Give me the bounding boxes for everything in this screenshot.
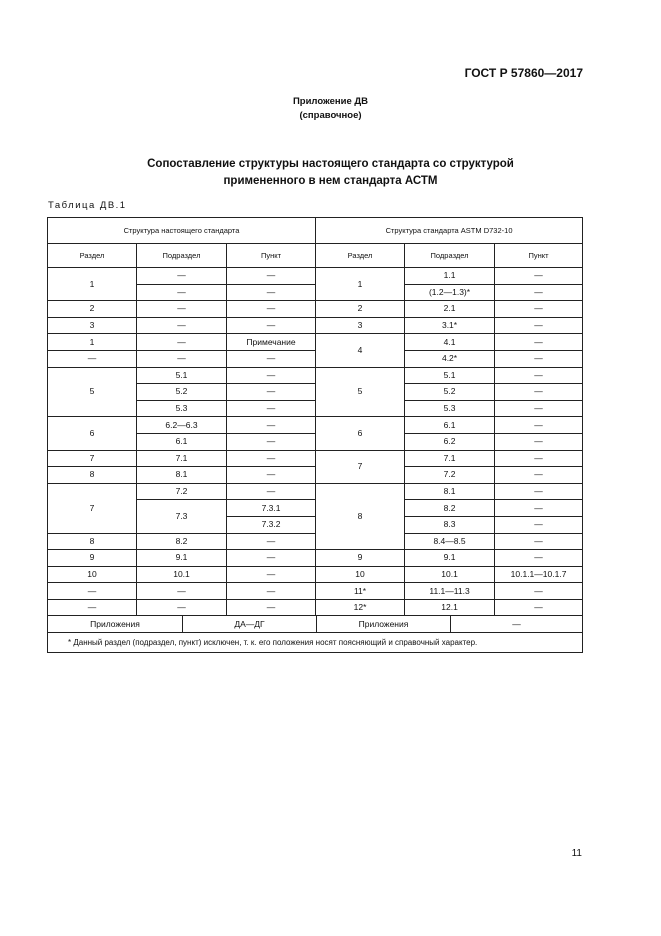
table-cell: 5 xyxy=(48,367,137,417)
table-cell: 4.2* xyxy=(405,350,495,367)
table-cell: 10 xyxy=(316,566,405,583)
table-cell: — xyxy=(495,334,583,351)
table-cell: — xyxy=(137,334,227,351)
table-cell: 8 xyxy=(48,467,137,484)
table-cell: — xyxy=(495,367,583,384)
table-cell: — xyxy=(137,301,227,318)
table-cell: — xyxy=(137,317,227,334)
table-cell: — xyxy=(495,400,583,417)
table-cell: 2.1 xyxy=(405,301,495,318)
table-cell: (1.2—1.3)* xyxy=(405,284,495,301)
table-row xyxy=(48,599,583,616)
table-cell: 7.3.1 xyxy=(227,500,316,517)
table-cell: 8 xyxy=(316,483,405,549)
appendix-right-value: — xyxy=(512,618,521,629)
table-cell: — xyxy=(137,350,227,367)
table-cell: 9 xyxy=(316,550,405,567)
table-cell: 1 xyxy=(48,334,137,351)
table-cell: 12.1 xyxy=(405,599,495,616)
table-row xyxy=(48,467,583,484)
table-cell: — xyxy=(495,599,583,616)
table-cell: — xyxy=(137,583,227,600)
table-cell: 1 xyxy=(316,268,405,301)
column-header: Пункт xyxy=(227,244,316,268)
table-cell: 8.1 xyxy=(137,467,227,484)
appendix-left-label: Приложения xyxy=(48,616,183,632)
table-cell: — xyxy=(495,301,583,318)
column-header: Раздел xyxy=(316,244,405,268)
table-row xyxy=(48,367,583,384)
column-header: Подраздел xyxy=(405,244,495,268)
table-column-header xyxy=(48,244,583,268)
column-header: Подраздел xyxy=(137,244,227,268)
table-cell: 3 xyxy=(48,317,137,334)
column-header: Раздел xyxy=(48,244,137,268)
table-cell: — xyxy=(495,433,583,450)
table-row xyxy=(48,417,583,434)
annex-title: Приложение ДВ xyxy=(292,96,369,107)
table-cell: 1 xyxy=(48,268,137,301)
table-cell: — xyxy=(495,450,583,467)
column-header: Пункт xyxy=(495,244,583,268)
table-cell: 4 xyxy=(316,334,405,367)
table-cell: — xyxy=(227,599,316,616)
table-cell: Примечание xyxy=(227,334,316,351)
table-cell: — xyxy=(137,599,227,616)
table-cell: 5.2 xyxy=(405,384,495,401)
table-cell: 8.2 xyxy=(137,533,227,550)
table-row xyxy=(48,350,583,367)
group-header-right: Структура стандарта ASTM D732-10 xyxy=(316,218,583,244)
table-cell: — xyxy=(495,284,583,301)
table-cell: — xyxy=(227,268,316,285)
table-cell: — xyxy=(48,583,137,600)
table-cell: — xyxy=(227,450,316,467)
table-cell: 9 xyxy=(48,550,137,567)
table-cell: 5 xyxy=(316,367,405,417)
table-cell: — xyxy=(495,467,583,484)
table-cell: — xyxy=(495,550,583,567)
table-cell: — xyxy=(227,483,316,500)
table-cell: 6.1 xyxy=(137,433,227,450)
table-row xyxy=(48,317,583,334)
appendix-right-label: Приложения xyxy=(317,616,451,632)
table-cell: 8.2 xyxy=(405,500,495,517)
table-cell: 12* xyxy=(316,599,405,616)
comparison-table xyxy=(47,217,583,653)
appendix-left-value: ДА—ДГ xyxy=(183,616,317,632)
table-cell: 10.1 xyxy=(137,566,227,583)
table-cell: 5.2 xyxy=(137,384,227,401)
table-row xyxy=(48,566,583,583)
annex-heading xyxy=(0,95,661,123)
table-cell: 5.1 xyxy=(137,367,227,384)
table-row xyxy=(48,450,583,467)
table-row xyxy=(48,583,583,600)
table-cell: — xyxy=(48,350,137,367)
appendix-container xyxy=(48,616,583,633)
table-cell: — xyxy=(227,433,316,450)
table-cell: — xyxy=(227,284,316,301)
table-cell: 8.3 xyxy=(405,516,495,533)
table-cell: 8.4—8.5 xyxy=(405,533,495,550)
appendix-row xyxy=(48,616,583,633)
table-cell: — xyxy=(227,384,316,401)
table-cell: — xyxy=(495,417,583,434)
page-number: 11 xyxy=(571,848,582,859)
table-cell: 8 xyxy=(48,533,137,550)
table-cell: — xyxy=(227,550,316,567)
table-cell: 7.3 xyxy=(137,500,227,533)
standard-id: ГОСТ Р 57860—2017 xyxy=(464,66,583,80)
table-cell: 5.3 xyxy=(405,400,495,417)
table-cell: — xyxy=(227,301,316,318)
table-cell: 5.1 xyxy=(405,367,495,384)
table-cell: — xyxy=(48,599,137,616)
table-cell: 11* xyxy=(316,583,405,600)
annex-subtitle: (справочное) xyxy=(299,110,362,121)
table-cell: 7.3.2 xyxy=(227,516,316,533)
table-row xyxy=(48,334,583,351)
table-cell: 7 xyxy=(48,450,137,467)
table-cell: 1.1 xyxy=(405,268,495,285)
table-cell: 3.1* xyxy=(405,317,495,334)
table-cell: — xyxy=(137,268,227,285)
table-row xyxy=(48,301,583,318)
table-cell: 10.1 xyxy=(405,566,495,583)
table-cell: 9.1 xyxy=(405,550,495,567)
table-cell: — xyxy=(495,384,583,401)
table-cell: — xyxy=(227,367,316,384)
table-group-header xyxy=(48,218,583,244)
table-cell: — xyxy=(495,533,583,550)
table-cell: — xyxy=(495,317,583,334)
table-cell: 6.2—6.3 xyxy=(137,417,227,434)
table-cell: 7.1 xyxy=(137,450,227,467)
group-header-left: Структура настоящего стандарта xyxy=(48,218,316,244)
table-cell: 5.3 xyxy=(137,400,227,417)
title-line-1: Сопоставление структуры настоящего стандарта со структурой xyxy=(147,158,514,170)
table-cell: 6.2 xyxy=(405,433,495,450)
table-cell: — xyxy=(495,350,583,367)
table-cell: — xyxy=(227,533,316,550)
table-cell: 6.1 xyxy=(405,417,495,434)
table-row xyxy=(48,550,583,567)
table-cell: 7 xyxy=(316,450,405,483)
table-cell: 10 xyxy=(48,566,137,583)
table-cell: 6 xyxy=(316,417,405,450)
footnote-row xyxy=(48,633,583,653)
table-cell: 7.1 xyxy=(405,450,495,467)
table-cell: — xyxy=(495,583,583,600)
table-cell: — xyxy=(227,417,316,434)
table-cell: 7.2 xyxy=(405,467,495,484)
table-cell: 8.1 xyxy=(405,483,495,500)
table-cell: — xyxy=(227,583,316,600)
table-cell: — xyxy=(227,317,316,334)
table-cell: — xyxy=(495,268,583,285)
table-row xyxy=(48,268,583,285)
table-cell: 3 xyxy=(316,317,405,334)
table-cell: — xyxy=(227,566,316,583)
table-cell: — xyxy=(495,500,583,517)
table-cell: 9.1 xyxy=(137,550,227,567)
table-cell: — xyxy=(227,467,316,484)
table-row xyxy=(48,533,583,550)
table-cell: 6 xyxy=(48,417,137,450)
table-cell: 7.2 xyxy=(137,483,227,500)
table-cell: 10.1.1—10.1.7 xyxy=(495,566,583,583)
table-cell: 11.1—11.3 xyxy=(405,583,495,600)
document-title xyxy=(0,156,661,190)
table-cell: — xyxy=(137,284,227,301)
table-cell: 7 xyxy=(48,483,137,533)
table-label: Таблица ДВ.1 xyxy=(48,200,127,211)
title-line-2: примененного в нем стандарта АСТМ xyxy=(223,175,438,187)
table-cell: 4.1 xyxy=(405,334,495,351)
table-footnote: * Данный раздел (подраздел, пункт) исключен, т. к. его положения носят поясняющий и справочный характер. xyxy=(48,633,583,653)
table-cell: 2 xyxy=(48,301,137,318)
table-row xyxy=(48,483,583,500)
table-cell: — xyxy=(495,516,583,533)
table-cell: — xyxy=(227,350,316,367)
table-cell: — xyxy=(227,400,316,417)
table-cell: 2 xyxy=(316,301,405,318)
table-cell: — xyxy=(495,483,583,500)
